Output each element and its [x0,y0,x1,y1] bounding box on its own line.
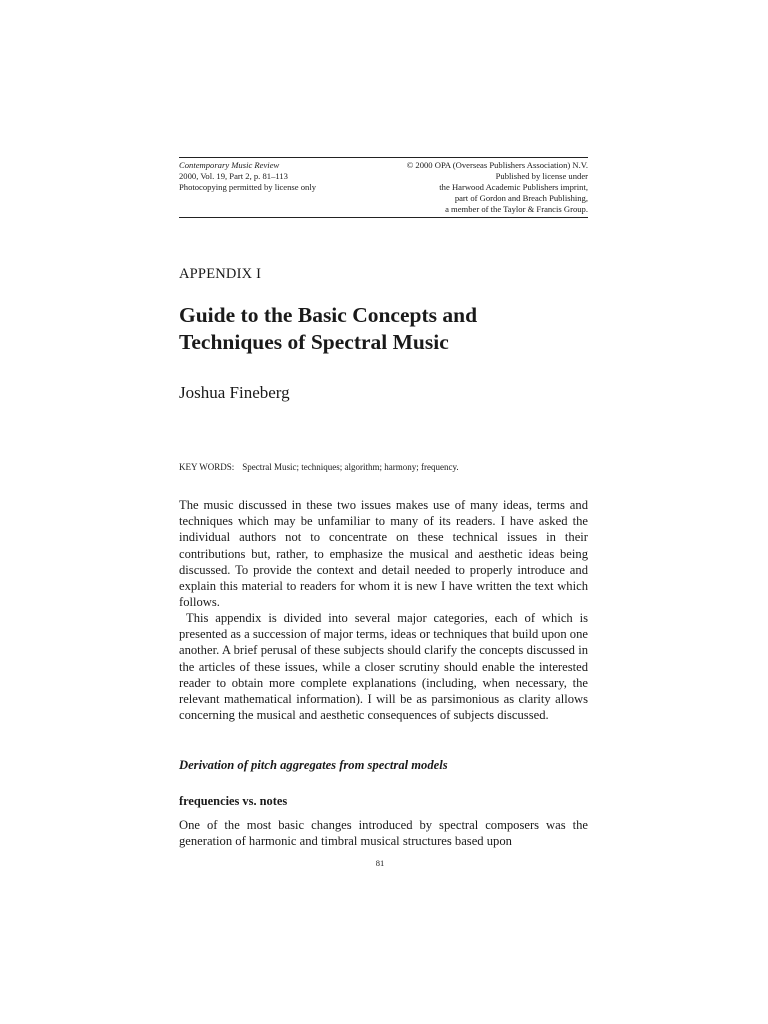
body-paragraph: One of the most basic changes introduced by spectral composers was the generation of harmonic and timbral musical structures based upon [179,818,588,849]
copyright-line: Published by license under [495,171,588,181]
copyright-line: © 2000 OPA (Overseas Publishers Association) N.V. [406,160,588,170]
title-line: Guide to the Basic Concepts and [179,303,478,327]
license-note: Photocopying permitted by license only [179,182,317,192]
subsection-heading: frequencies vs. notes [179,794,288,808]
page-number: 81 [375,858,385,868]
masthead-citation [179,160,379,193]
masthead-copyright [358,160,588,215]
appendix-label: APPENDIX I [179,266,262,282]
author-name: Joshua Fineberg [179,383,290,402]
body-paragraph: This appendix is divided into several major categories, each of which is presented as a succession of major terms, ideas or techniques that build upon one another. A brief perusal of these subjects should clarify the concepts discussed in the articles of these issues, while a closer scrutiny should enable the interested reader to obtain more complete explanations (including, when necessary, the relevant mathematical information). I will be as parsimonious as clarity allows concerning the musical and aesthetic consequences of subjects discussed. [179,611,588,723]
masthead-top-rule [179,157,588,158]
copyright-line: a member of the Taylor & Francis Group. [445,204,588,214]
masthead-bottom-rule [179,217,588,218]
copyright-line: the Harwood Academic Publishers imprint, [439,182,588,192]
section-heading: Derivation of pitch aggregates from spectral models [179,758,448,772]
body-paragraph: The music discussed in these two issues makes use of many ideas, terms and techniques which may be unfamiliar to many of its readers. I have asked the individual authors not to concentrate on these technical issues in their contributions but, rather, to emphasize the musical and aesthetic ideas being discussed. To provide the context and detail needed to properly introduce and explain this material to readers for whom it is new I have written the text which follows. [179,498,588,610]
keywords-text: Spectral Music; techniques; algorithm; harmony; frequency. [242,462,459,472]
keywords [179,462,459,472]
keywords-label: KEY WORDS: [179,462,235,472]
journal-volume: 2000, Vol. 19, Part 2, p. 81–113 [179,171,288,181]
title-line: Techniques of Spectral Music [179,330,449,354]
copyright-line: part of Gordon and Breach Publishing, [454,193,588,203]
journal-name: Contemporary Music Review [179,160,280,170]
article-title [179,302,599,356]
